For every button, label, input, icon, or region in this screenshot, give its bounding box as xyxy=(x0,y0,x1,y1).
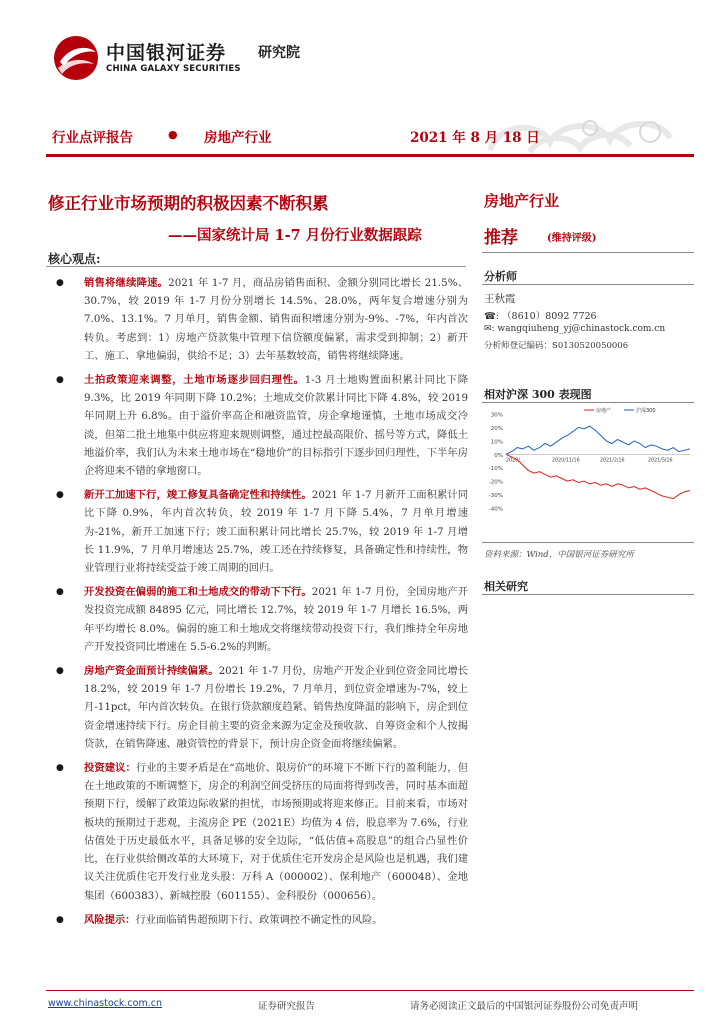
bullet-text: 行业面临销售超预期下行、政策调控不确定性的风险。 xyxy=(135,913,383,926)
list-item xyxy=(52,662,468,753)
analyst-registration: 分析师登记编码：S0130520050006 xyxy=(484,341,629,351)
y-tick-label: 10% xyxy=(490,439,503,446)
bullet-lead: 房地产资金面预计持续偏紧。 xyxy=(84,665,219,678)
header-divider xyxy=(46,154,694,157)
performance-heading: 相对沪深 300 表现图 xyxy=(484,388,592,401)
list-item xyxy=(52,486,468,577)
x-tick-label: 2021/5/16 xyxy=(648,458,673,464)
institute-label: 研究院 xyxy=(258,45,300,61)
brand-name-en: CHINA GALAXY SECURITIES xyxy=(106,64,241,74)
footer-url-link[interactable]: www.chinastock.com.cn xyxy=(48,998,162,1009)
y-tick-label: -10% xyxy=(488,466,503,473)
sidebar-divider xyxy=(482,542,694,543)
y-tick-label: 0% xyxy=(494,452,503,459)
sidebar-divider xyxy=(482,594,694,595)
bullet-lead: 投资建议： xyxy=(84,762,136,775)
bullet-lead: 开发投资在偏弱的施工和土地成交的带动下下行。 xyxy=(84,586,312,599)
bullet-icon: ● xyxy=(56,914,64,925)
report-title: 修正行业市场预期的积极因素不断积累 xyxy=(48,194,329,213)
report-type: 行业点评报告 xyxy=(52,130,133,146)
rating-label: 推荐 xyxy=(484,228,518,248)
bullet-lead: 销售将继续降速。 xyxy=(84,277,169,289)
y-tick-label: 30% xyxy=(490,412,503,419)
x-tick-label: 2020/11/16 xyxy=(552,458,580,464)
core-view-divider xyxy=(46,266,466,267)
report-date: 2021 年 8 月 18 日 xyxy=(410,130,540,146)
list-item xyxy=(52,759,468,905)
bullet-icon: ● xyxy=(56,490,64,501)
separator-dot-icon: ● xyxy=(168,128,178,141)
y-tick-label: -40% xyxy=(488,506,503,513)
report-subtitle: ——国家统计局 1-7 月份行业数据跟踪 xyxy=(168,227,422,244)
bullet-text: 2021 年 1-7 月新开工面积累计同比下降 0.9%，年内首次转负，较 2019 年 1-7 月下降 5.4%，7 月单月增速为-21%，新开工加速下行；竣工面积累计同比增长 25.7%，较 2019 年 1-7 月增长 11.9%，7 月单月增速达 25.7%，竣工还在持续修复，具备确定性和持续性，物业管理行业将持续受益于竣工周期的回归。 xyxy=(84,489,469,575)
sidebar-divider xyxy=(482,252,694,253)
footer-divider xyxy=(46,990,694,991)
bullet-lead: 土拍政策迎来调整，土地市场逐步回归理性。 xyxy=(84,374,305,387)
analyst-email[interactable]: ✉: wangqiuheng_yj@chinastock.com.cn xyxy=(484,324,666,334)
core-view-list xyxy=(52,274,468,935)
analyst-phone: ☎: （8610）8092 7726 xyxy=(484,311,597,322)
bullet-icon: ● xyxy=(56,278,64,288)
list-item xyxy=(52,371,468,480)
footer-disclaimer: 请务必阅读正文最后的中国银河证券股份公司免责声明 xyxy=(410,1001,639,1012)
bullet-text: 2021 年 1-7 月份，房地产开发企业到位资金同比增长 18.2%，较 2019 年 1-7 月份增长 19.2%，7 月单月，到位资金增速为-7%，较上月-11pct，年内首次转负。在银行贷款额度趋紧、销售热度降温的影响下，房企到位资金增速持续下行。房企目前主要的资金来源为定金及预收款、自筹资金和个人按揭贷款，在销售降速、融资管控的背景下，预计房企资金面将继续偏紧。 xyxy=(84,665,469,750)
report-sector: 房地产行业 xyxy=(204,130,272,146)
list-item xyxy=(52,583,468,656)
footer-label: 证券研究报告 xyxy=(258,1001,316,1012)
series-line-csi300 xyxy=(506,426,690,454)
bullet-lead: 新开工加速下行，竣工修复具备确定性和持续性。 xyxy=(84,489,312,502)
bullet-icon: ● xyxy=(56,666,64,677)
y-tick-label: -20% xyxy=(488,479,503,486)
list-item xyxy=(52,274,468,365)
x-tick-label: 2020/... xyxy=(506,458,525,464)
bullet-text: 2021 年 1-7 月，商品房销售面积、金额分别同比增长 21.5%、30.7%，较 2019 年 1-7 月份分别增长 14.5%、28.0%，两年复合增速分别为 7.0%、13.1%。7 月单月，销售金额、销售面积增速分别为-9%、-7%，年内首次转负。考虑到：1）房地产贷款集中管理下信贷额度偏紧，需求受到抑制；2）新开工、施工、拿地偏弱，供给不足；3）去年基数较高，销售将继续降速。 xyxy=(84,277,469,362)
legend-label: 房地产 xyxy=(596,408,612,414)
legend-label: 沪深300 xyxy=(636,408,656,414)
rating-note: (维持评级) xyxy=(547,233,597,244)
sidebar-divider xyxy=(482,402,694,403)
y-tick-label: -30% xyxy=(488,493,503,500)
brand-name-cn: 中国银河证券 xyxy=(106,42,227,64)
sidebar-divider xyxy=(482,284,694,285)
bullet-text: 2021 年 1-7 月份，全国房地产开发投资完成额 84895 亿元，同比增长 12.7%，较 2019 年 1-7 月增长 16.5%，两年平均增长 8.0%。偏弱的施工和土地成交将继续带动投资下行，我们维持全年房地产开发投资同比增速在 5.5-6.2%的判断。 xyxy=(84,586,469,653)
bullet-text: 1-3 月土地购置面积累计同比下降 9.3%，比 2019 年同期下降 10.2%；土地成交价款累计同比下降 4.8%，较 2019 年同期上升 6.8%。由于溢价率高企和融资监管，房企拿地谨慎，土地市场成交冷淡，但第二批土地集中供应将迎来规则调整，通过控最高限价、摇号等方式，降低土地溢价率，我们认为未来土地市场在“稳地价”的目标指引下逐步回归理性，下半年房企将迎来不错的拿地窗口。 xyxy=(84,374,469,478)
analyst-name: 王秋霞 xyxy=(484,293,516,305)
brand-logo xyxy=(52,34,252,82)
bullet-icon: ● xyxy=(56,763,64,774)
bullet-lead: 风险提示： xyxy=(84,913,136,926)
chart-source: 资料来源：Wind，中国银河证券研究所 xyxy=(484,550,634,560)
bullet-text: 行业的主要矛盾是在“高地价、限房价”的环境下不断下行的盈利能力，但在土地政策的不断调整下，房企的利润空间受挤压的局面将得到改善，同时基本面超预期下行，缓解了政策边际收紧的担忧，市场预期或将迎来修正。目前来看，市场对板块的预期过于悲观，主流房企 PE（2021E）均值为 4 倍，股息率为 7.6%，行业估值处于历史最低水平，具备足够的安全边际，“低估值+高股息”的组合凸显性价比，在行业供给侧改革的大环境下，对于优质住宅开发房企是风险也是机遇，我们建议关注优质住宅开发行业龙头股：万科 A（000002）、保利地产（600048）、金地集团（600383）、新城控股（601155）、金科股份（000656）。 xyxy=(84,762,469,902)
y-tick-label: 20% xyxy=(490,425,503,432)
core-view-label: 核心观点: xyxy=(48,252,101,266)
list-item xyxy=(52,911,468,929)
x-tick-label: 2021/2/16 xyxy=(600,458,625,464)
analyst-heading: 分析师 xyxy=(484,270,517,283)
related-research-heading: 相关研究 xyxy=(484,580,528,593)
bullet-icon: ● xyxy=(56,375,64,386)
sidebar-sector: 房地产行业 xyxy=(484,192,560,210)
bullet-icon: ● xyxy=(56,587,64,598)
galaxy-logo-icon xyxy=(52,34,100,82)
relative-performance-chart xyxy=(484,404,694,524)
